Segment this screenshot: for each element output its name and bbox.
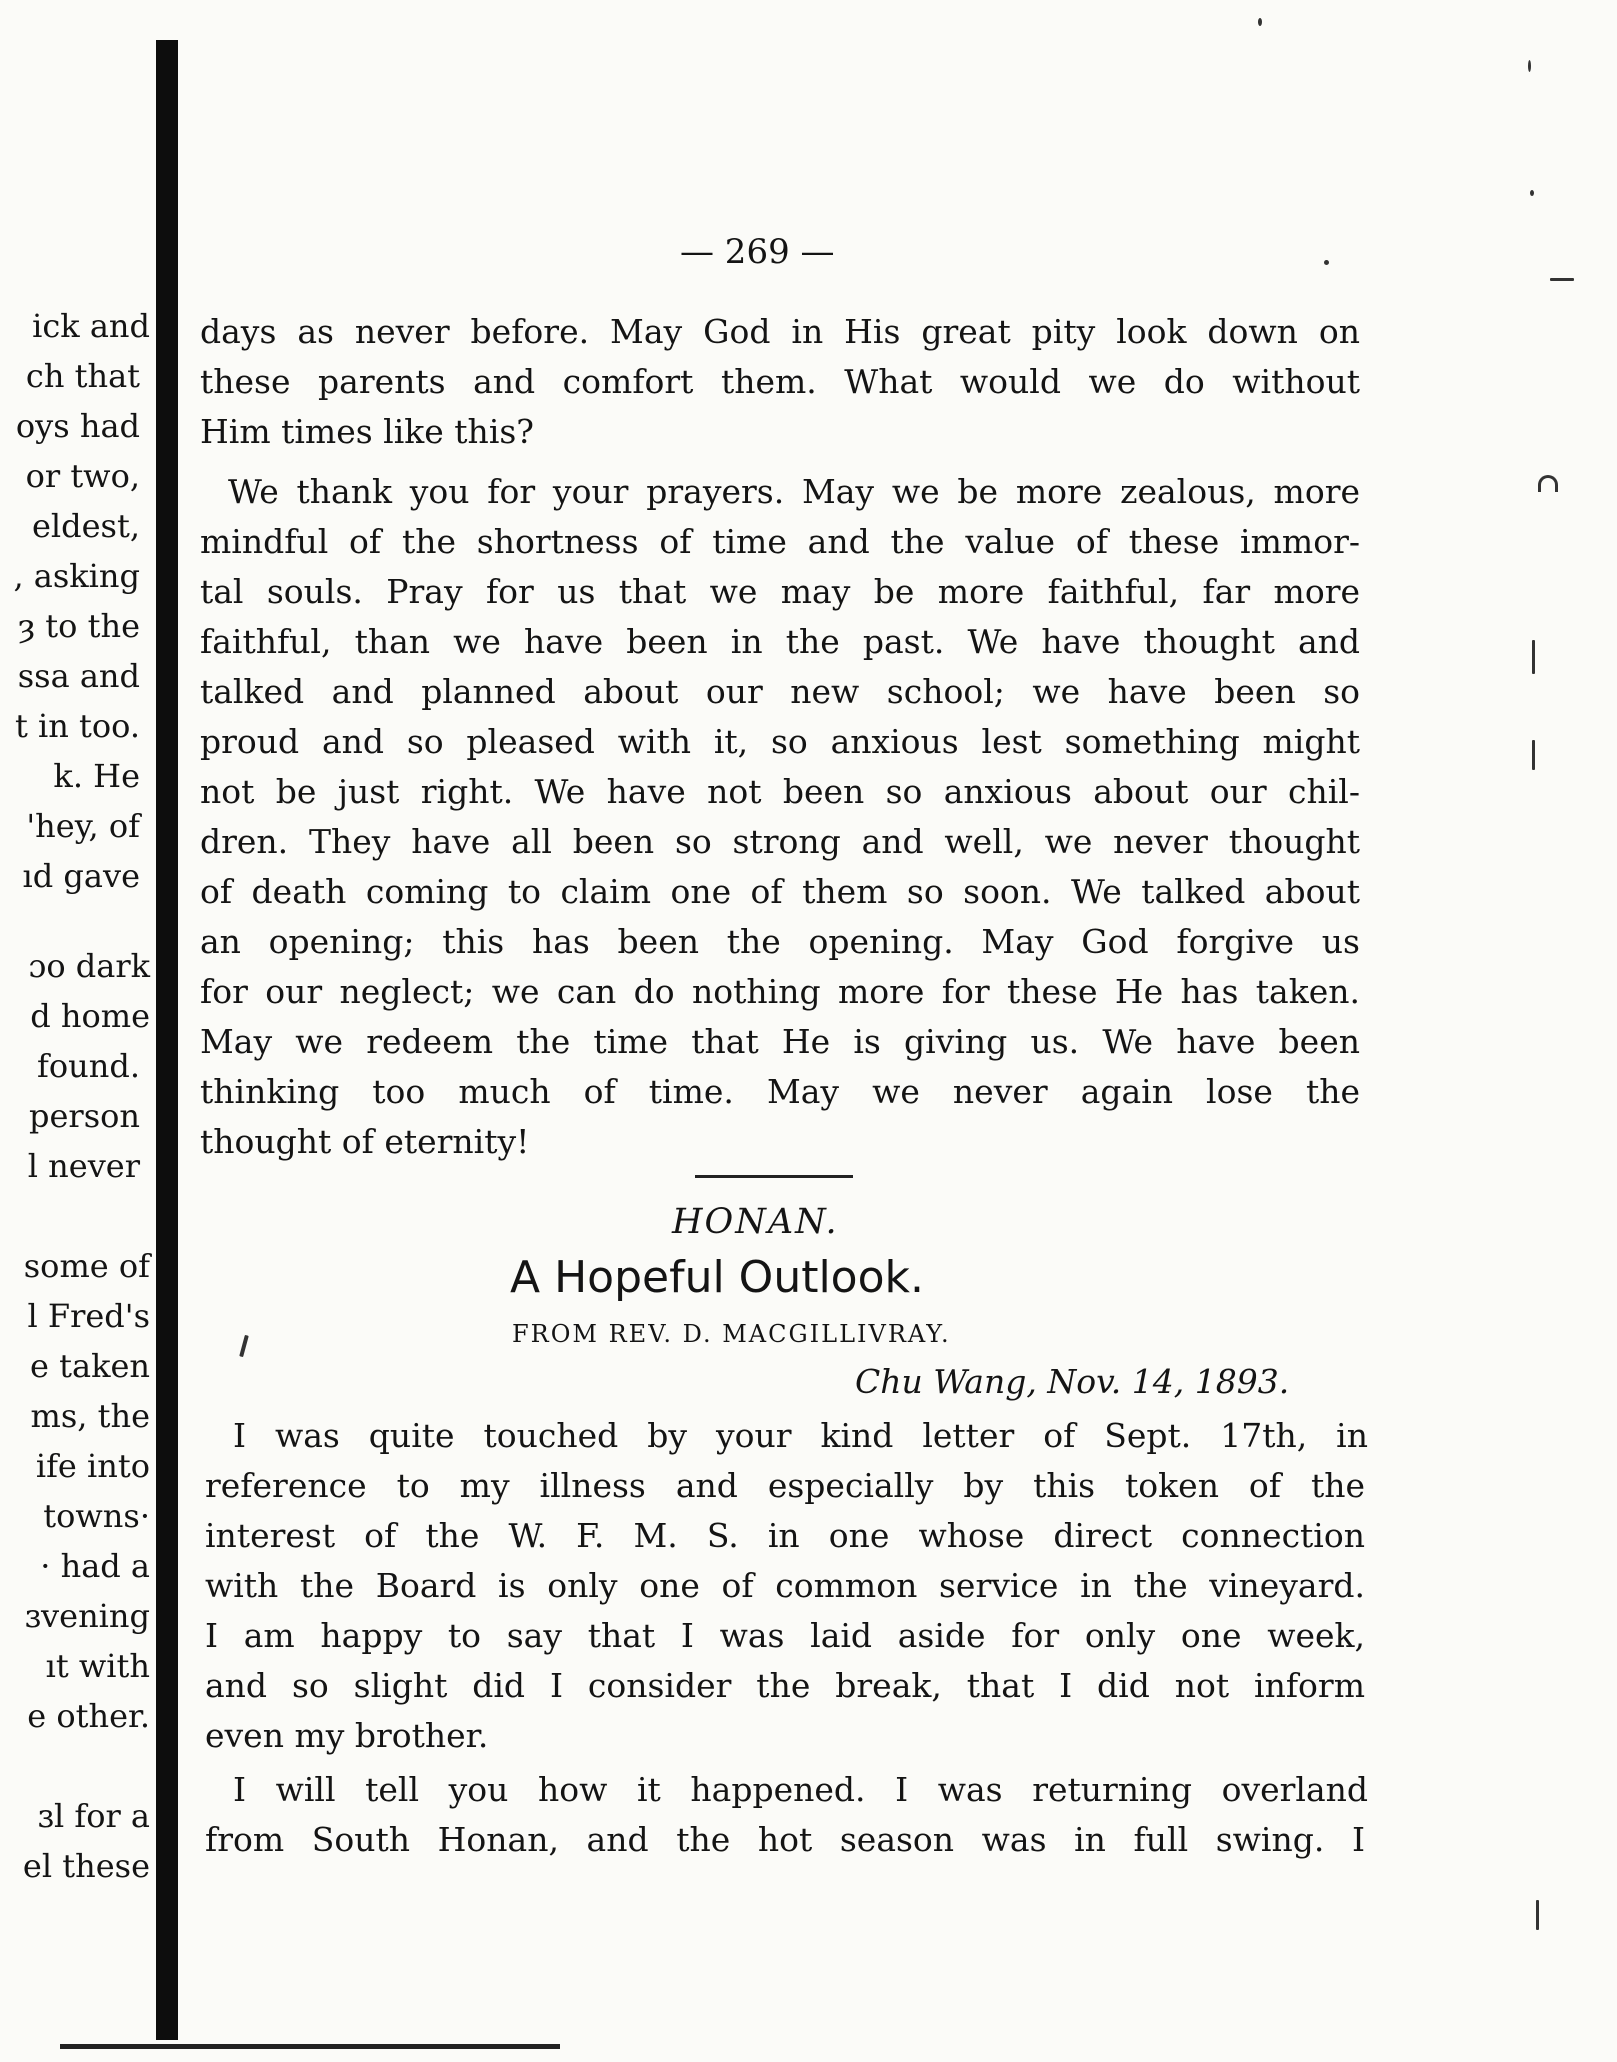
text-line: faithful, than we have been in the past. We have thought and — [200, 622, 1360, 661]
text-line: reference to my illness and especially by this token of the — [205, 1466, 1365, 1505]
page-number: — 269 — — [680, 232, 835, 272]
text-line: of death coming to claim one of them so soon. We talked about — [200, 872, 1360, 911]
fragment-line: some of — [23, 1247, 150, 1285]
scan-speck — [1538, 475, 1558, 492]
text-line: interest of the W. F. M. S. in one whose direct connection — [205, 1516, 1365, 1555]
section-divider — [695, 1175, 853, 1178]
text-line: even my brother. — [205, 1716, 489, 1755]
text-line: days as never before. May God in His great pity look down on — [200, 312, 1360, 351]
fragment-line: ick and — [32, 307, 150, 345]
fragment-line: k. He — [53, 757, 140, 795]
article-title: A Hopeful Outlook. — [510, 1252, 924, 1303]
fragment-line: ms, the — [30, 1397, 150, 1435]
text-line: not be just right. We have not been so anxious about our chil- — [200, 772, 1360, 811]
scan-speck — [239, 1335, 249, 1357]
fragment-line: d home — [30, 997, 150, 1035]
fragment-line: ɔo dark — [28, 947, 150, 985]
fragment-line: e taken — [30, 1347, 150, 1385]
scan-speck — [1258, 18, 1262, 26]
text-line: I will tell you how it happened. I was returning overland — [233, 1770, 1368, 1809]
scan-speck — [1550, 278, 1574, 281]
scan-speck — [1530, 190, 1534, 196]
fragment-line: , asking — [13, 557, 140, 595]
fragment-line: ıt with — [45, 1647, 150, 1685]
fragment-line: person — [28, 1097, 140, 1135]
fragment-line: oys had — [15, 407, 140, 445]
fragment-line: towns· — [43, 1497, 150, 1535]
text-line: I was quite touched by your kind letter of Sept. 17th, in — [233, 1416, 1368, 1455]
section-title: HONAN. — [672, 1202, 839, 1242]
fragment-line: · had a — [40, 1547, 150, 1585]
fragment-line: e other. — [27, 1697, 150, 1735]
text-line: proud and so pleased with it, so anxious lest something might — [200, 722, 1360, 761]
fragment-line: l never — [27, 1147, 140, 1185]
text-line: I am happy to say that I was laid aside for only one week, — [205, 1616, 1365, 1655]
fragment-line: or two, — [25, 457, 140, 495]
scan-speck — [1536, 1900, 1539, 1930]
fragment-line: ɜvening — [24, 1597, 150, 1635]
text-line: May we redeem the time that He is giving us. We have been — [200, 1022, 1360, 1061]
fragment-line: el these — [22, 1847, 150, 1885]
byline: FROM REV. D. MACGILLIVRAY. — [512, 1320, 951, 1348]
text-line: with the Board is only one of common service in the vineyard. — [205, 1566, 1365, 1605]
fragment-line: ch that — [25, 357, 140, 395]
fragment-line: l Fred's — [27, 1297, 150, 1335]
dateline: Chu Wang, Nov. 14, 1893. — [855, 1362, 1290, 1401]
text-line: talked and planned about our new school; we have been so — [200, 672, 1360, 711]
text-line: for our neglect; we can do nothing more for these He has taken. — [200, 972, 1360, 1011]
fragment-line: t in too. — [14, 707, 140, 745]
text-line: thinking too much of time. May we never again lose the — [200, 1072, 1360, 1111]
fragment-line: found. — [37, 1047, 140, 1085]
fragment-line: ıd gave — [22, 857, 140, 895]
fragment-line: ȝ to the — [18, 607, 140, 645]
scan-speck — [1532, 640, 1535, 674]
text-line: from South Honan, and the hot season was in full swing. I — [205, 1820, 1365, 1859]
text-line: tal souls. Pray for us that we may be more faithful, far more — [200, 572, 1360, 611]
text-line: these parents and comfort them. What would we do without — [200, 362, 1360, 401]
text-line: Him times like this? — [200, 412, 534, 451]
fragment-line: ife into — [35, 1447, 150, 1485]
binding-gutter — [156, 40, 178, 2040]
text-line: dren. They have all been so strong and well, we never thought — [200, 822, 1360, 861]
text-line: We thank you for your prayers. May we be more zealous, more — [228, 472, 1360, 511]
scan-speck — [1324, 260, 1329, 265]
fragment-line: ssa and — [17, 657, 140, 695]
text-line: an opening; this has been the opening. May God forgive us — [200, 922, 1360, 961]
fragment-line: eldest, — [31, 507, 140, 545]
fragment-line: 'hey, of — [26, 807, 140, 845]
text-line: mindful of the shortness of time and the value of these immor- — [200, 522, 1360, 561]
bottom-rule — [60, 2044, 560, 2049]
scan-speck — [1528, 60, 1531, 72]
fragment-line: ɜl for a — [37, 1797, 150, 1835]
text-line: and so slight did I consider the break, that I did not inform — [205, 1666, 1365, 1705]
text-line: thought of eternity! — [200, 1122, 530, 1161]
scan-speck — [1532, 740, 1535, 770]
